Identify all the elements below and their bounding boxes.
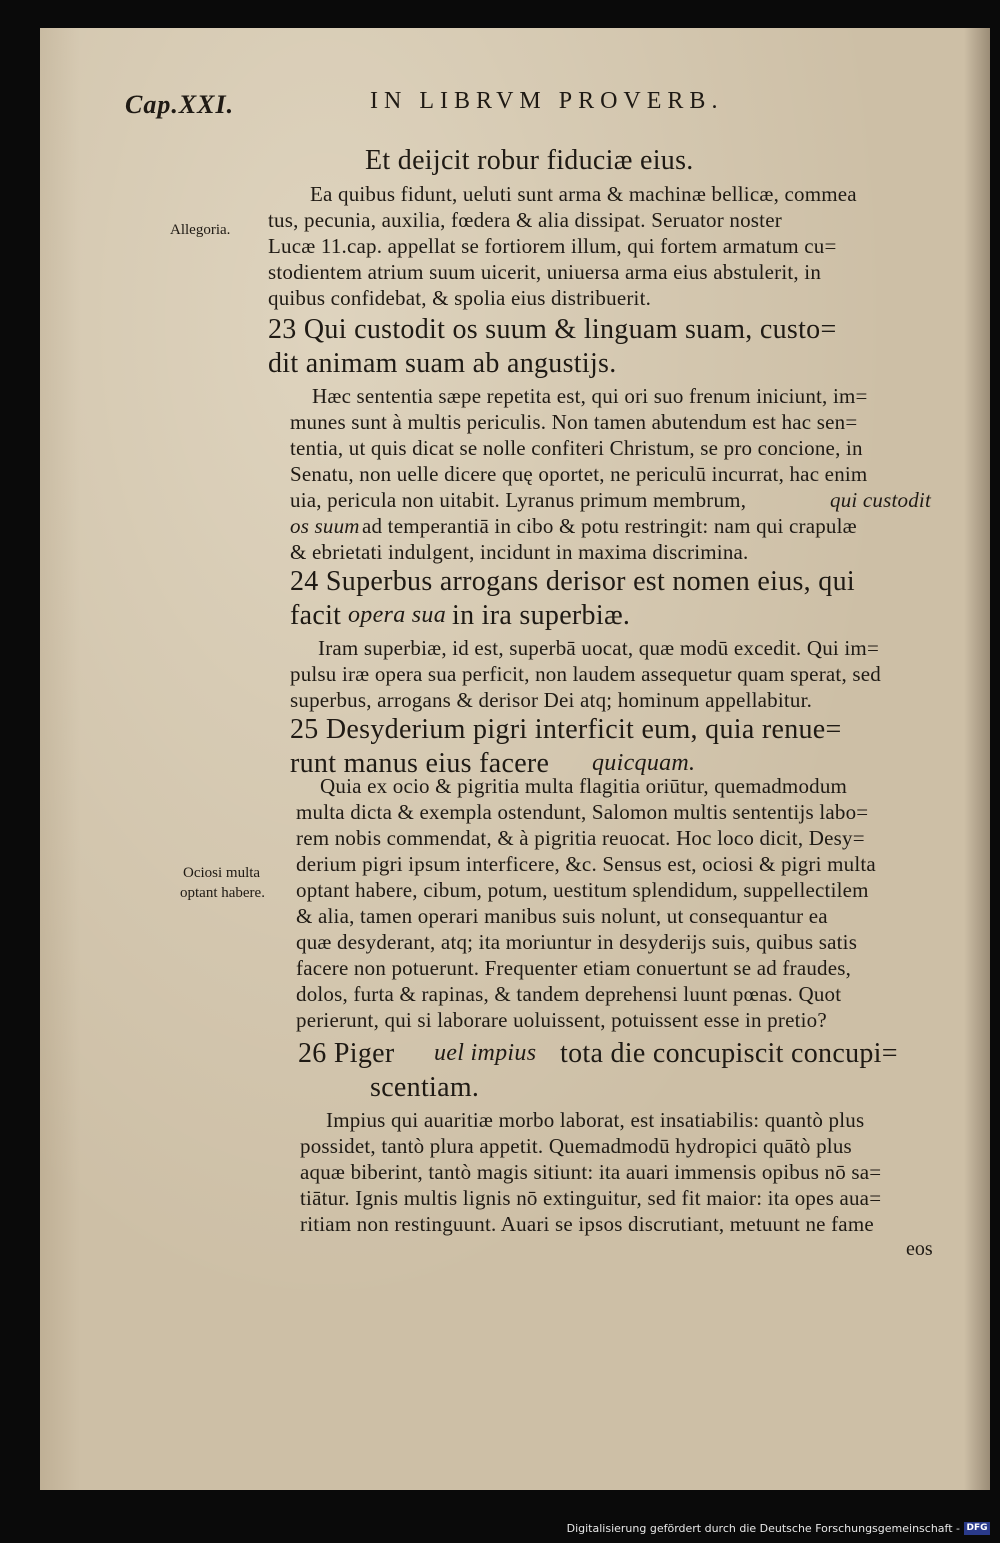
verse-line-italic: opera sua (348, 602, 447, 628)
footer-text: Digitalisierung gefördert durch die Deutsche Forschungsgemeinschaft - (566, 1522, 960, 1535)
verse-line: 23 Qui custodit os suum & linguam suam, custo= (268, 314, 837, 345)
verse-line: scentiam. (370, 1072, 480, 1103)
text-line: Lucæ 11.cap. appellat se fortiorem illum, qui fortem armatum cu= (268, 234, 837, 258)
text-line: tus, pecunia, auxilia, fœdera & alia dissipat. Seruator noster (268, 208, 782, 232)
text-line: aquæ biberint, tantò magis sitiunt: ita auari immensis opibus nō sa= (300, 1160, 882, 1184)
verse-line-italic: uel impius (434, 1040, 537, 1066)
verse-line: tota die concupiscit concupi= (560, 1038, 898, 1069)
text-line: ritiam non restinguunt. Auari se ipsos discrutiant, metuunt ne fame (300, 1212, 874, 1236)
text-line: derium pigri ipsum interficere, &c. Sensus est, ociosi & pigri multa (296, 852, 876, 876)
text-line: munes sunt à multis periculis. Non tamen abutendum est hac sen= (290, 410, 858, 434)
running-title: IN LIBRVM PROVERB. (370, 88, 724, 114)
text-line: tiātur. Ignis multis lignis nō extinguitur, sed fit maior: ita opes aua= (300, 1186, 882, 1210)
text-line: rem nobis commendat, & à pigritia reuocat. Hoc loco dicit, Desy= (296, 826, 865, 850)
text-line-italic: os suum (290, 514, 360, 538)
verse-line: 24 Superbus arrogans derisor est nomen eius, qui (290, 566, 855, 597)
text-line: perierunt, qui si laborare uoluissent, potuissent esse in pretio? (296, 1008, 827, 1032)
verse-line: in ira superbiæ. (452, 600, 631, 631)
verse-line-italic: quicquam. (592, 750, 696, 776)
text-line: Senatu, non uelle dicere quę oportet, ne periculū incurrat, hac enim (290, 462, 868, 486)
text-line: & alia, tamen operari manibus suis nolunt, ut consequantur ea (296, 904, 828, 928)
text-line: tentia, ut quis dicat se nolle confiteri Christum, se pro concione, in (290, 436, 863, 460)
text-line: superbus, arrogans & derisor Dei atq; hominum appellabitur. (290, 688, 813, 712)
text-line: quibus confidebat, & spolia eius distribuerit. (268, 286, 652, 310)
dfg-logo-icon: DFG (964, 1522, 990, 1535)
text-line: Impius qui auaritiæ morbo laborat, est insatiabilis: quantò plus (326, 1108, 865, 1132)
verse-line: Et deijcit robur fiduciæ eius. (365, 145, 694, 176)
text-line: ad temperantiā in cibo & potu restringit: nam qui crapulæ (362, 514, 857, 538)
catchword: eos (906, 1238, 933, 1260)
text-line: quæ desyderant, atq; ita moriuntur in desyderijs suis, quibus satis (296, 930, 858, 954)
text-line: Hæc sententia sæpe repetita est, qui ori suo frenum iniciunt, im= (312, 384, 868, 408)
text-line: dolos, furta & rapinas, & tandem deprehensi luunt pœnas. Quot (296, 982, 842, 1006)
digitization-footer (567, 1522, 990, 1535)
text-line: uia, pericula non uitabit. Lyranus primum membrum, (290, 488, 747, 512)
text-line: Ea quibus fidunt, ueluti sunt arma & machinæ bellicæ, commea (310, 182, 857, 206)
margin-note-ociosi-1: Ociosi multa (183, 865, 261, 881)
text-line: optant habere, cibum, potum, uestitum splendidum, suppellectilem (296, 878, 869, 902)
chapter-heading: Cap.XXI. (125, 90, 235, 119)
text-line: stodientem atrium suum uicerit, uniuersa arma eius abstulerit, in (268, 260, 822, 284)
text-line-italic: qui custodit (830, 488, 931, 512)
verse-line: 25 Desyderium pigri interficit eum, quia renue= (290, 714, 842, 745)
margin-note-ociosi-2: optant habere. (180, 885, 265, 901)
verse-line: 26 Piger (298, 1038, 395, 1069)
text-line: multa dicta & exempla ostendunt, Salomon multis sententijs labo= (296, 800, 869, 824)
text-line: facere non potuerunt. Frequenter etiam conuertunt se ad fraudes, (296, 956, 852, 980)
text-line: possidet, tantò plura appetit. Quemadmodū hydropici quātò plus (300, 1134, 852, 1158)
text-line: Quia ex ocio & pigritia multa flagitia oriūtur, quemadmodum (320, 774, 848, 798)
text-line: pulsu iræ opera sua perficit, non laudem assequetur quam sperat, sed (290, 662, 881, 686)
verse-line: runt manus eius facere (290, 748, 550, 779)
verse-line: facit (290, 600, 342, 631)
text-line: Iram superbiæ, id est, superbā uocat, quæ modū excedit. Qui im= (318, 636, 879, 660)
margin-note-allegoria: Allegoria. (170, 222, 231, 238)
text-line: & ebrietati indulgent, incidunt in maxima discrimina. (290, 540, 749, 564)
verse-line: dit animam suam ab angustijs. (268, 348, 617, 379)
